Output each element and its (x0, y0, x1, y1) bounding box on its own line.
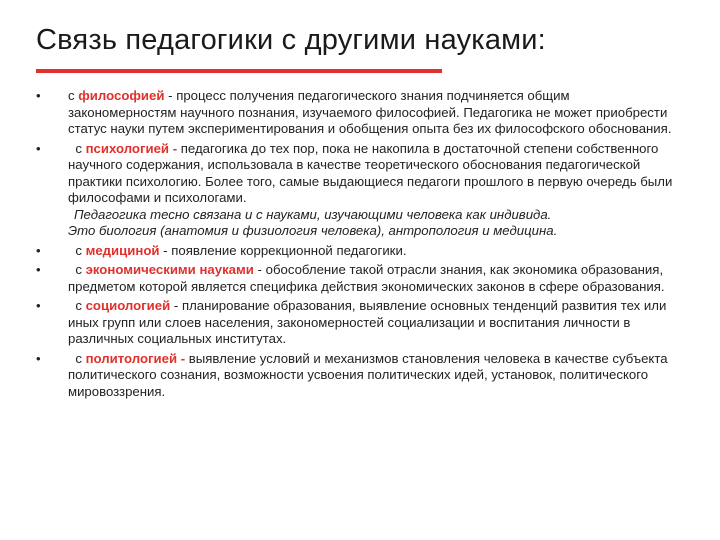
item-lead: с (68, 140, 86, 156)
item-lead: с (68, 298, 86, 313)
item-lead: с (68, 350, 86, 366)
bullet-icon: • (36, 242, 41, 258)
slide-body (36, 88, 676, 400)
item-lead: с (68, 262, 86, 277)
bullet-icon: • (36, 262, 41, 277)
list-item-economics (36, 262, 676, 295)
item-text: выявление условий и механизмов становления человека в качестве субъекта политического сознания, возможности усвоения политических идей, установок, политического мировоззрения. (68, 350, 668, 399)
item-text: - обособление такой отрасли знания, как экономика образования, предметом которой является специфика действия экономических законов в сфере образования. (68, 262, 665, 294)
item-highlight-psychology: психологией - (85, 140, 178, 156)
item-text: - планирование образования, выявление основных тенденций развития тех или иных групп или слоев населения, закономерностей социализации и воспитания личности в различных социальных институтах. (68, 298, 667, 346)
item-lead: с (68, 88, 79, 103)
list-item-sociology (36, 298, 676, 348)
bullet-icon: • (36, 350, 41, 366)
item-highlight-economics: экономическими науками (85, 262, 254, 277)
list-item-politology (36, 351, 676, 401)
item-text: - процесс получения педагогического знания подчиняется общим закономерностям научного познания, изучаемого философией. Педагогика не может приобрести статус науки путем экспериментирования и обобщения опыта без их философского обоснования. (68, 88, 672, 136)
item-text: - появление коррекционной педагогики. (159, 242, 407, 258)
item-highlight-medicine: медициной (85, 242, 160, 258)
item-lead: с (68, 242, 86, 258)
note-line-2: Это биология (анатомия и физиология человека), антропология и медицина. (68, 223, 558, 238)
list-item-psychology (36, 141, 676, 207)
item-highlight-sociology: социологией (85, 298, 171, 313)
bullet-icon: • (36, 88, 41, 103)
bullet-icon: • (36, 298, 41, 313)
bullet-icon: • (36, 140, 41, 156)
note-line-1: Педагогика тесно связана и с науками, изучающими человека как индивида. (74, 206, 552, 222)
title-underline (36, 69, 442, 73)
item-highlight-philosophy: философией (78, 88, 165, 103)
item-highlight-politology: политологией - (85, 350, 186, 366)
item-text: педагогика до тех пор, пока не накопила в достаточной степени собственного научного содержания, использовала в качестве теоретического обоснования педагогической практики психологию. Более того, самые выдающиеся педагоги прошлого в первую очередь были философами и психологами. (68, 140, 673, 205)
list-item-philosophy (36, 88, 676, 138)
note-block (36, 207, 676, 240)
slide-title: Связь педагогики с другими науками: (36, 24, 546, 56)
list-item-medicine (36, 243, 676, 260)
